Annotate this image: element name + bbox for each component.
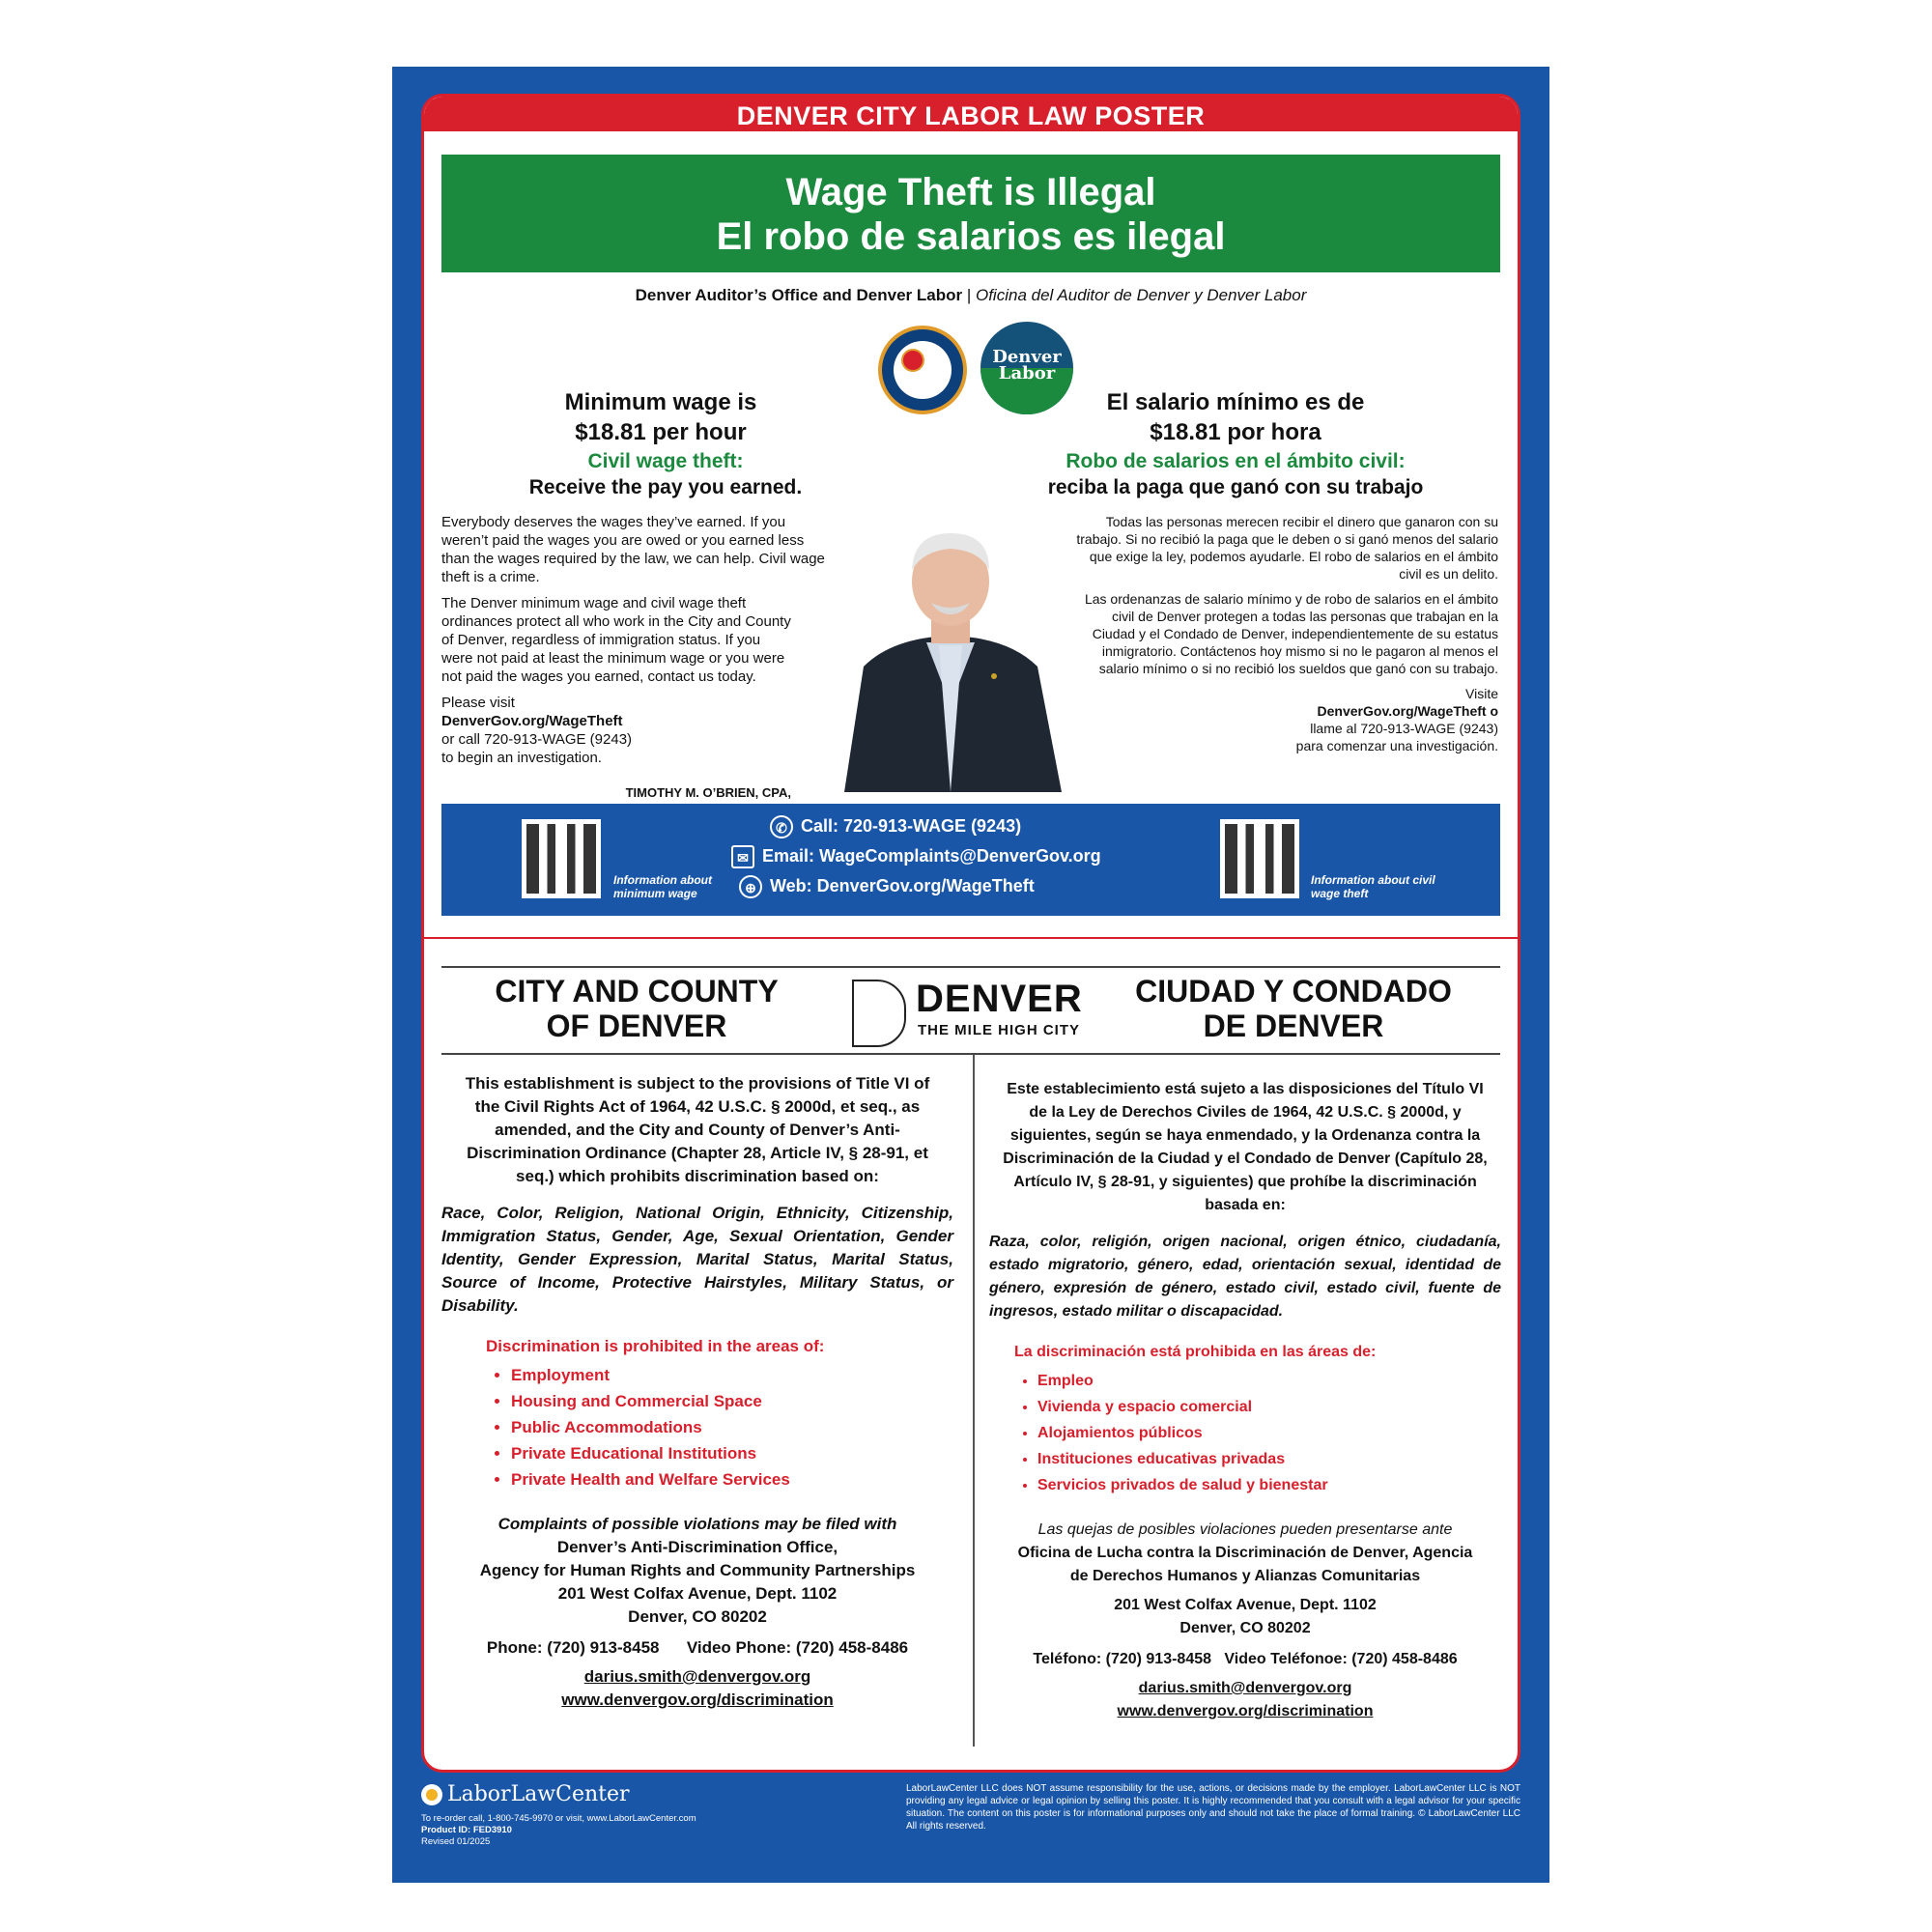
qr-code-minimum-wage[interactable] — [522, 819, 601, 898]
auditor-name: TIMOTHY M. O’BRIEN, CPA, — [625, 785, 791, 800]
min-wage-line1-es: El salario mínimo es de — [1106, 389, 1365, 415]
email-link-es[interactable]: darius.smith@denvergov.org — [1138, 1680, 1352, 1696]
denver-logo-name: DENVER — [916, 978, 1083, 1020]
visit-text-es: Visite — [1465, 686, 1498, 701]
wage-theft-banner — [441, 155, 1500, 272]
email-link-en[interactable]: darius.smith@denvergov.org — [583, 1667, 811, 1686]
complaints-es: Las quejas de posibles violaciones pueden presentarse ante — [1037, 1521, 1453, 1538]
min-wage-line2-es: $18.81 por hora — [1150, 419, 1321, 445]
agency-name-es: de Derechos Humanos y Alianzas Comunitarias — [1069, 1568, 1421, 1584]
area-item-en: • Employment — [511, 1364, 953, 1387]
ccd-heading-es — [1124, 974, 1463, 1043]
phone-icon: ✆ — [770, 815, 793, 838]
civil-wage-theft-heading-es: Robo de salarios en el ámbito civil: — [1065, 450, 1406, 472]
footer-disclaimer: LaborLawCenter LLC does NOT assume responsibility for the use, actions, or decisions made by the employer. LaborLawCenter LLC is NOT providing any legal advice or legal opinion by selling this poster. It is highly recommended that you consult with a legal advisor for your specific situation. The content on this poster is for informational purposes only and should not take the place of formal training. © LaborLawCenter LLC All rights reserved. — [906, 1783, 1520, 1832]
address-line1-en: 201 West Colfax Avenue, Dept. 1102 — [557, 1584, 838, 1603]
area-item-es: • Servicios privados de salud y bienestar — [1037, 1474, 1501, 1497]
discrimination-en — [441, 1072, 953, 1712]
areas-title-en: Discrimination is prohibited in the areas of: — [486, 1337, 825, 1355]
denver-labor-logo-text: Denver Labor — [992, 347, 1062, 384]
qr-caption-minimum-wage: Information about minimum wage — [613, 873, 712, 900]
contact-email-text: Email: WageComplaints@DenverGov.org — [762, 846, 1101, 866]
globe-icon: ⊕ — [739, 875, 762, 898]
wage-theft-url-en[interactable]: DenverGov.org/WageTheft — [441, 713, 623, 729]
min-wage-heading-en — [535, 387, 786, 447]
ccd-heading-en — [492, 974, 781, 1043]
ccd-heading-en-line2: OF DENVER — [546, 1009, 727, 1043]
contact-web-text: Web: DenverGov.org/WageTheft — [770, 876, 1035, 895]
ccd-heading-en-line1: CITY AND COUNTY — [495, 974, 779, 1009]
visit-text-en: Please visit — [441, 695, 515, 711]
denver-labor-logo — [980, 322, 1073, 414]
office-line — [424, 286, 1518, 305]
banner-title-en: Wage Theft is Illegal — [785, 171, 1156, 213]
qr-caption-civil-wage-theft: Information about civil wage theft — [1311, 873, 1435, 900]
area-item-en: • Housing and Commercial Space — [511, 1390, 953, 1413]
begin-text-en: to begin an investigation. — [441, 750, 602, 766]
auditor-photo — [835, 522, 1066, 792]
wage-paragraph-2-en: The Denver minimum wage and civil wage theft ordinances protect all who work in the City and County of Denver, regardless of immigration status. If you were not paid at least the minimum wage or you were not paid the wages you earned, contact us today. — [441, 595, 791, 685]
areas-title-es: La discriminación está prohibida en las áreas de: — [1014, 1344, 1377, 1360]
denver-city-logo — [852, 978, 1084, 1055]
email-icon: ✉ — [731, 845, 754, 868]
area-item-en: • Private Educational Institutions — [511, 1442, 953, 1465]
ccd-heading-es-line1: CIUDAD Y CONDADO — [1135, 974, 1452, 1009]
denver-logo-subtitle: THE MILE HIGH CITY — [918, 1022, 1080, 1038]
areas-list-en — [441, 1364, 953, 1492]
address-line2-en: Denver, CO 80202 — [628, 1607, 767, 1626]
revision-date: Revised 01/2025 — [421, 1836, 491, 1847]
product-id: Product ID: FED3910 — [421, 1825, 512, 1835]
area-item-es: • Instituciones educativas privadas — [1037, 1448, 1501, 1471]
denver-city-logo-mark — [852, 980, 906, 1047]
area-item-es: • Vivienda y espacio comercial — [1037, 1396, 1501, 1419]
column-divider — [973, 1055, 975, 1747]
contact-call[interactable] — [770, 815, 1176, 838]
auditor-seal-logo — [878, 326, 967, 414]
min-wage-heading-es — [1081, 387, 1390, 447]
ccd-heading-es-line2: DE DENVER — [1203, 1009, 1384, 1043]
address-line2-es: Denver, CO 80202 — [1179, 1620, 1311, 1636]
receive-pay-heading-en: Receive the pay you earned. — [528, 476, 803, 498]
area-item-es: • Empleo — [1037, 1370, 1501, 1393]
wage-paragraph-1-es: Todas las personas merecen recibir el dinero que ganaron con su trabajo. Si no recibió la paga que le deben o si ganó menos del salario que exige la ley, podemos ayudarle. El robo de salarios en el ámbito civil es un delito. — [1076, 514, 1498, 582]
address-line1-es: 201 West Colfax Avenue, Dept. 1102 — [1114, 1597, 1377, 1613]
ccd-bottom-rule — [441, 1053, 1500, 1055]
agency-name-en: Agency for Human Rights and Community Partnerships — [479, 1561, 916, 1579]
begin-text-es: para comenzar una investigación. — [1295, 738, 1498, 753]
contact-email[interactable] — [731, 845, 1176, 868]
web-link-en[interactable]: www.denvergov.org/discrimination — [561, 1690, 834, 1709]
phones-es: Teléfono: (720) 913-8458 Video Teléfonoe: (720) 458-8486 — [1033, 1651, 1458, 1667]
protected-classes-es: Raza, color, religión, origen nacional, origen étnico, ciudadanía, estado migratorio, género, edad, orientación sexual, identidad de género, expresión de género, estado civil, estado civil, fuente de ingresos, estado militar o discapacidad. — [989, 1234, 1501, 1320]
wage-body-en — [441, 513, 833, 767]
receive-pay-heading-es: reciba la paga que ganó con su trabajo — [1047, 476, 1424, 498]
web-link-es[interactable]: www.denvergov.org/discrimination — [1117, 1703, 1374, 1719]
area-item-en: • Private Health and Welfare Services — [511, 1468, 953, 1492]
wage-paragraph-2-es: Las ordenanzas de salario mínimo y de robo de salarios en el ámbito civil de Denver protegen a todas las personas que trabajan en la Ciudad y el Condado de Denver, independientemente de su estatus inmigratorio. Contáctenos hoy mismo si no le pagaron al menos el salario mínimo o si no recibió los sueldos que ganó con su trabajo. — [1084, 591, 1498, 676]
areas-list-es — [989, 1370, 1501, 1497]
poster-card — [421, 94, 1520, 1773]
office-separator: | — [962, 286, 976, 304]
office-en: Denver Auditor’s Office and Denver Labor — [635, 286, 963, 304]
min-wage-line1-en: Minimum wage is — [564, 389, 757, 415]
wage-body-es — [1066, 513, 1498, 754]
ccd-top-rule — [441, 966, 1500, 968]
contact-call-text: Call: 720-913-WAGE (9243) — [801, 816, 1022, 836]
protected-classes-en: Race, Color, Religion, National Origin, Ethnicity, Citizenship, Immigration Status, Gender, Age, Sexual Orientation, Gender Identity, Gender Expression, Marital Status, Marital Status, Source of Income, Protective Hairstyles, Military Status, or Disability. — [441, 1204, 953, 1315]
discrimination-es — [989, 1078, 1501, 1723]
section-divider — [424, 937, 1518, 939]
poster-frame — [392, 67, 1549, 1883]
complaints-en: Complaints of possible violations may be filed with — [497, 1515, 897, 1533]
office-name-en: Denver’s Anti-Discrimination Office, — [556, 1538, 838, 1556]
contact-web[interactable] — [739, 875, 1183, 898]
poster-title-bar: DENVER CITY LABOR LAW POSTER — [424, 97, 1518, 131]
area-item-es: • Alojamientos públicos — [1037, 1422, 1501, 1445]
call-text-en: or call 720-913-WAGE (9243) — [441, 731, 633, 748]
laborlawcenter-logo — [421, 1782, 630, 1806]
banner-title-es: El robo de salarios es ilegal — [716, 215, 1226, 258]
office-name-es: Oficina de Lucha contra la Discriminación de Denver, Agencia — [1017, 1545, 1473, 1561]
discrimination-intro-en: This establishment is subject to the provisions of Title VI of the Civil Rights Act of 1964, 42 U.S.C. § 2000d, et seq., as amended, and the City and County of Denver’s Anti-Discrimination Ordinance (Chapter 28, Article IV, § 28-91, et seq.) which prohibits discrimination based on: — [465, 1074, 930, 1185]
laborlawcenter-icon — [421, 1784, 442, 1805]
area-item-en: • Public Accommodations — [511, 1416, 953, 1439]
qr-code-civil-wage-theft[interactable] — [1220, 819, 1299, 898]
min-wage-line2-en: $18.81 per hour — [575, 419, 747, 445]
office-es: Oficina del Auditor de Denver y Denver Labor — [975, 286, 1307, 304]
laborlawcenter-brand: LaborLawCenter — [447, 1782, 630, 1806]
call-text-es: llame al 720-913-WAGE (9243) — [1310, 721, 1498, 736]
discrimination-intro-es: Este establecimiento está sujeto a las disposiciones del Título VI de la Ley de Derechos Civiles de 1964, 42 U.S.C. § 2000d, y siguientes, según se haya enmendado, y la Ordenanza contra la Discriminación de la Ciudad y el Condado de Denver (Capítulo 28, Artículo IV, § 28-91, y siguientes) que prohíbe la discriminación basada en: — [1003, 1081, 1488, 1213]
civil-wage-theft-heading-en: Civil wage theft: — [587, 450, 744, 472]
contact-band — [441, 804, 1500, 916]
wage-paragraph-1-en: Everybody deserves the wages they’ve earned. If you weren’t paid the wages you are owed or you earned less than the wages required by the law, we can help. Civil wage theft is a crime. — [441, 514, 825, 585]
wage-theft-url-es[interactable]: DenverGov.org/WageTheft o — [1317, 703, 1498, 719]
poster-footer — [421, 1782, 1520, 1869]
phones-en: Phone: (720) 913-8458 Video Phone: (720) 458-8486 — [486, 1638, 909, 1657]
reorder-info: To re-order call, 1-800-745-9970 or visit, www.LaborLawCenter.com — [421, 1813, 696, 1824]
